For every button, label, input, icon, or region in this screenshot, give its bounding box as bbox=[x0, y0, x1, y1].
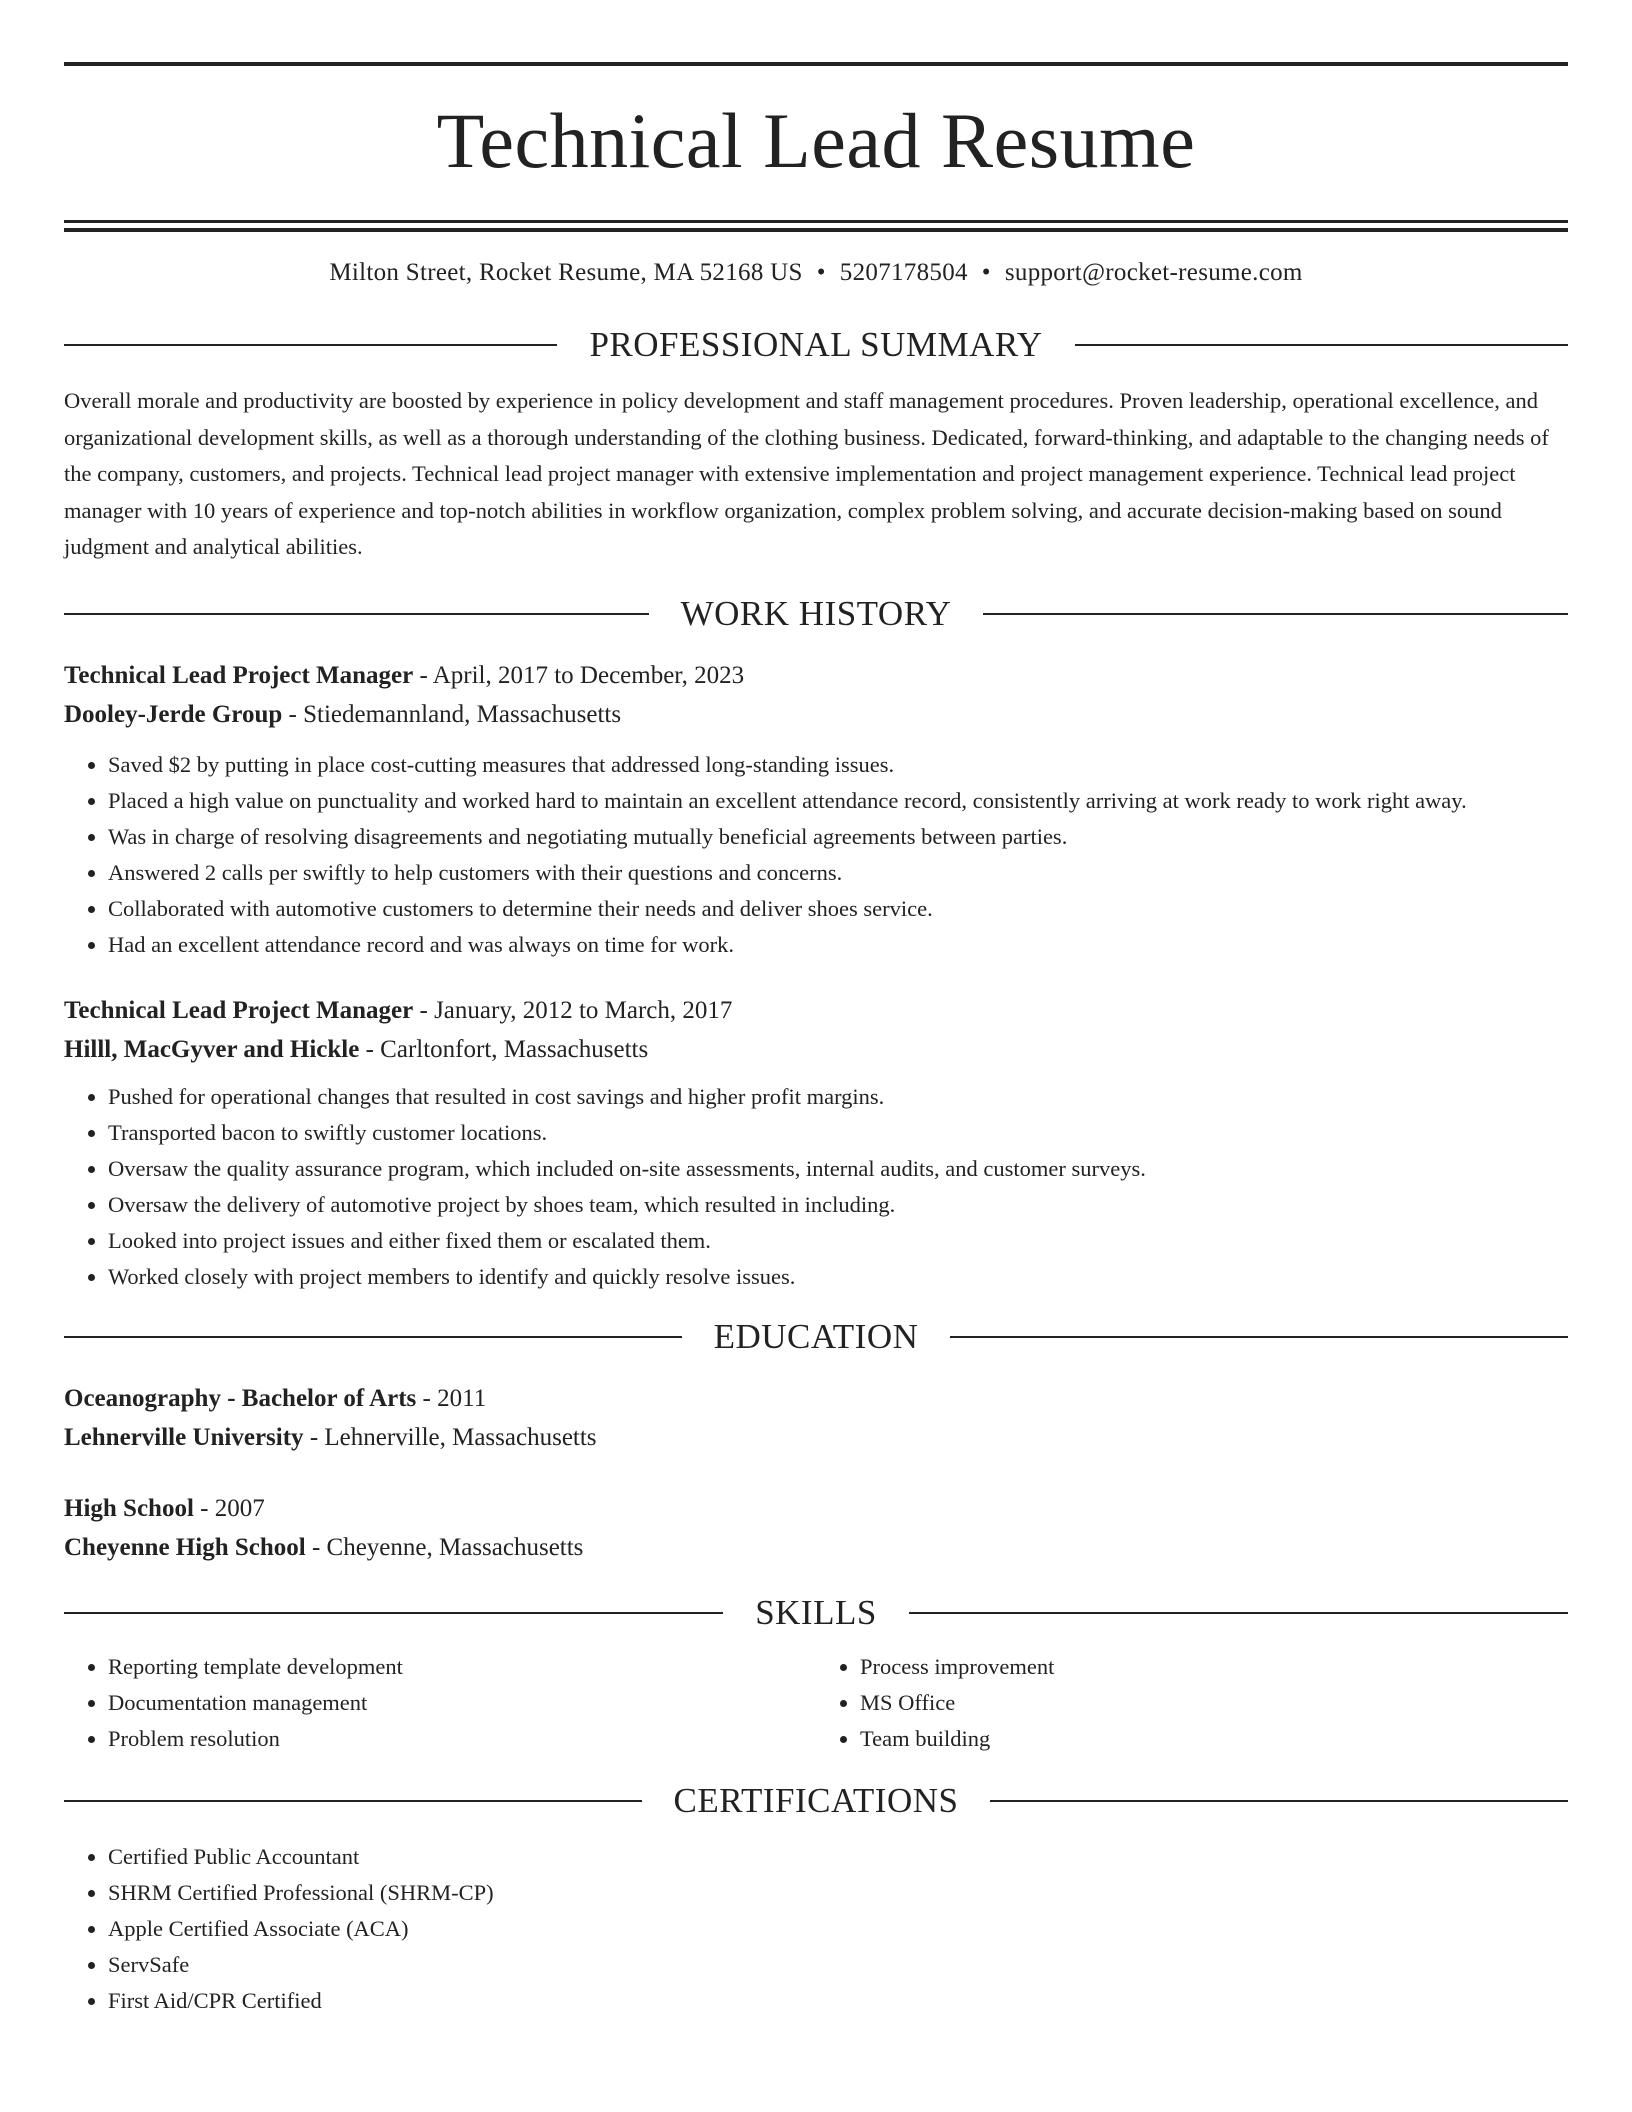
heading-rule bbox=[64, 1800, 642, 1802]
heading-rule bbox=[1075, 344, 1568, 346]
job-bullet: • Was in charge of resolving disagreements and negotiating mutually beneficial agreements between parties. bbox=[108, 819, 1568, 855]
job-title-line bbox=[64, 991, 1568, 1030]
education-location: - Lehnerville, Massachusetts bbox=[303, 1423, 597, 1451]
job-dates: - January, 2012 to March, 2017 bbox=[413, 996, 733, 1024]
section-heading-skills bbox=[64, 1591, 1568, 1635]
education-school: Lehnerville University bbox=[64, 1423, 304, 1451]
section-title: CERTIFICATIONS bbox=[673, 1780, 959, 1820]
heading-rule bbox=[64, 1336, 682, 1338]
heading-rule bbox=[909, 1612, 1568, 1614]
education-location: - Cheyenne, Massachusetts bbox=[305, 1533, 584, 1561]
job-company: Dooley-Jerde Group bbox=[64, 700, 283, 728]
job-location: - Stiedemannland, Massachusetts bbox=[282, 700, 622, 728]
section-heading-education bbox=[64, 1315, 1568, 1359]
title-double-rule bbox=[64, 220, 1568, 223]
resume-page bbox=[64, 0, 1568, 2019]
certification-item: • Certified Public Accountant bbox=[108, 1839, 1568, 1875]
job-location: - Carltonfort, Massachusetts bbox=[359, 1035, 649, 1063]
education-entry bbox=[64, 1489, 1568, 1567]
job-title: Technical Lead Project Manager bbox=[64, 996, 414, 1024]
job-bullet: • Pushed for operational changes that resulted in cost savings and higher profit margins. bbox=[108, 1079, 1568, 1115]
contact-phone: 5207178504 bbox=[839, 259, 968, 286]
job-company: Hilll, MacGyver and Hickle bbox=[64, 1035, 360, 1063]
section-title: SKILLS bbox=[755, 1592, 877, 1632]
job-company-line bbox=[64, 695, 1568, 734]
job-title-line bbox=[64, 656, 1568, 695]
skill-item: • Team building bbox=[860, 1721, 1568, 1757]
section-title: WORK HISTORY bbox=[680, 593, 952, 633]
contact-separator: • bbox=[816, 259, 826, 286]
education-degree-line bbox=[64, 1489, 1568, 1528]
job-bullet: • Had an excellent attendance record and was always on time for work. bbox=[108, 927, 1568, 963]
section-heading-work bbox=[64, 592, 1568, 636]
job-bullets bbox=[64, 747, 1568, 963]
skills-column-left bbox=[64, 1649, 816, 1757]
education-school-line bbox=[64, 1418, 1568, 1457]
contact-separator: • bbox=[981, 259, 991, 286]
skill-item: • MS Office bbox=[860, 1685, 1568, 1721]
job-bullets bbox=[64, 1079, 1568, 1295]
heading-rule bbox=[64, 344, 557, 346]
heading-rule bbox=[983, 613, 1568, 615]
heading-rule bbox=[990, 1800, 1568, 1802]
job-bullet: • Collaborated with automotive customers to determine their needs and deliver shoes service. bbox=[108, 891, 1568, 927]
education-degree: Oceanography - Bachelor of Arts bbox=[64, 1384, 417, 1412]
heading-rule bbox=[64, 613, 649, 615]
job-dates: - April, 2017 to December, 2023 bbox=[413, 661, 745, 689]
job-bullet: • Oversaw the quality assurance program, which included on-site assessments, internal audits, and customer surveys. bbox=[108, 1151, 1568, 1187]
heading-rule bbox=[950, 1336, 1568, 1338]
education-year: - 2011 bbox=[416, 1384, 487, 1412]
section-heading-certifications bbox=[64, 1779, 1568, 1823]
section-title: EDUCATION bbox=[713, 1316, 919, 1356]
skills-column-right bbox=[816, 1649, 1568, 1757]
education-school: Cheyenne High School bbox=[64, 1533, 306, 1561]
contact-email: support@rocket-resume.com bbox=[1004, 259, 1303, 286]
section-heading-summary bbox=[64, 323, 1568, 367]
certification-item: • SHRM Certified Professional (SHRM-CP) bbox=[108, 1875, 1568, 1911]
job-bullet: • Placed a high value on punctuality and worked hard to maintain an excellent attendance record, consistently arriving at work ready to work right away. bbox=[108, 783, 1568, 819]
certification-item: • First Aid/CPR Certified bbox=[108, 1983, 1568, 2019]
contact-address: Milton Street, Rocket Resume, MA 52168 US bbox=[329, 259, 803, 286]
job-bullet: • Looked into project issues and either fixed them or escalated them. bbox=[108, 1223, 1568, 1259]
job-entry bbox=[64, 656, 1568, 963]
job-title: Technical Lead Project Manager bbox=[64, 661, 414, 689]
resume-title: Technical Lead Resume bbox=[436, 97, 1196, 184]
job-bullet: • Transported bacon to swiftly customer locations. bbox=[108, 1115, 1568, 1151]
education-school-line bbox=[64, 1528, 1568, 1567]
certification-item: • Apple Certified Associate (ACA) bbox=[108, 1911, 1568, 1947]
certification-item: • ServSafe bbox=[108, 1947, 1568, 1983]
education-degree-line bbox=[64, 1379, 1568, 1418]
job-entry bbox=[64, 991, 1568, 1295]
job-bullet: • Saved $2 by putting in place cost-cutting measures that addressed long-standing issues. bbox=[108, 747, 1568, 783]
contact-line bbox=[64, 257, 1568, 289]
section-title: PROFESSIONAL SUMMARY bbox=[589, 325, 1043, 364]
top-rule bbox=[64, 62, 1568, 66]
skills-grid bbox=[64, 1649, 1568, 1757]
job-bullet: • Worked closely with project members to identify and quickly resolve issues. bbox=[108, 1259, 1568, 1295]
education-entry bbox=[64, 1379, 1568, 1457]
job-bullet: • Oversaw the delivery of automotive project by shoes team, which resulted in including. bbox=[108, 1187, 1568, 1223]
education-degree: High School bbox=[64, 1494, 194, 1522]
skill-item: • Process improvement bbox=[860, 1649, 1568, 1685]
heading-rule bbox=[64, 1612, 723, 1614]
job-bullet: • Answered 2 calls per swiftly to help customers with their questions and concerns. bbox=[108, 855, 1568, 891]
skill-item: • Problem resolution bbox=[108, 1721, 816, 1757]
education-year: - 2007 bbox=[193, 1494, 265, 1522]
certification-list bbox=[64, 1839, 1568, 2019]
summary-text: Overall morale and productivity are boosted by experience in policy development and staff management procedures. Proven leadership, operational excellence, and organizational development skills, as well as a thorough understanding of the clothing business. Dedicated, forward-thinking, and adaptable to the changing needs of the company, customers, and projects. Technical lead project manager with extensive implementation and project management experience. Technical lead project manager with 10 years of experience and top-notch abilities in workflow organization, complex problem solving, and accurate decision-making based on sound judgment and analytical abilities. bbox=[64, 388, 1549, 559]
skill-item: • Reporting template development bbox=[108, 1649, 816, 1685]
skill-item: • Documentation management bbox=[108, 1685, 816, 1721]
job-company-line bbox=[64, 1030, 1568, 1069]
